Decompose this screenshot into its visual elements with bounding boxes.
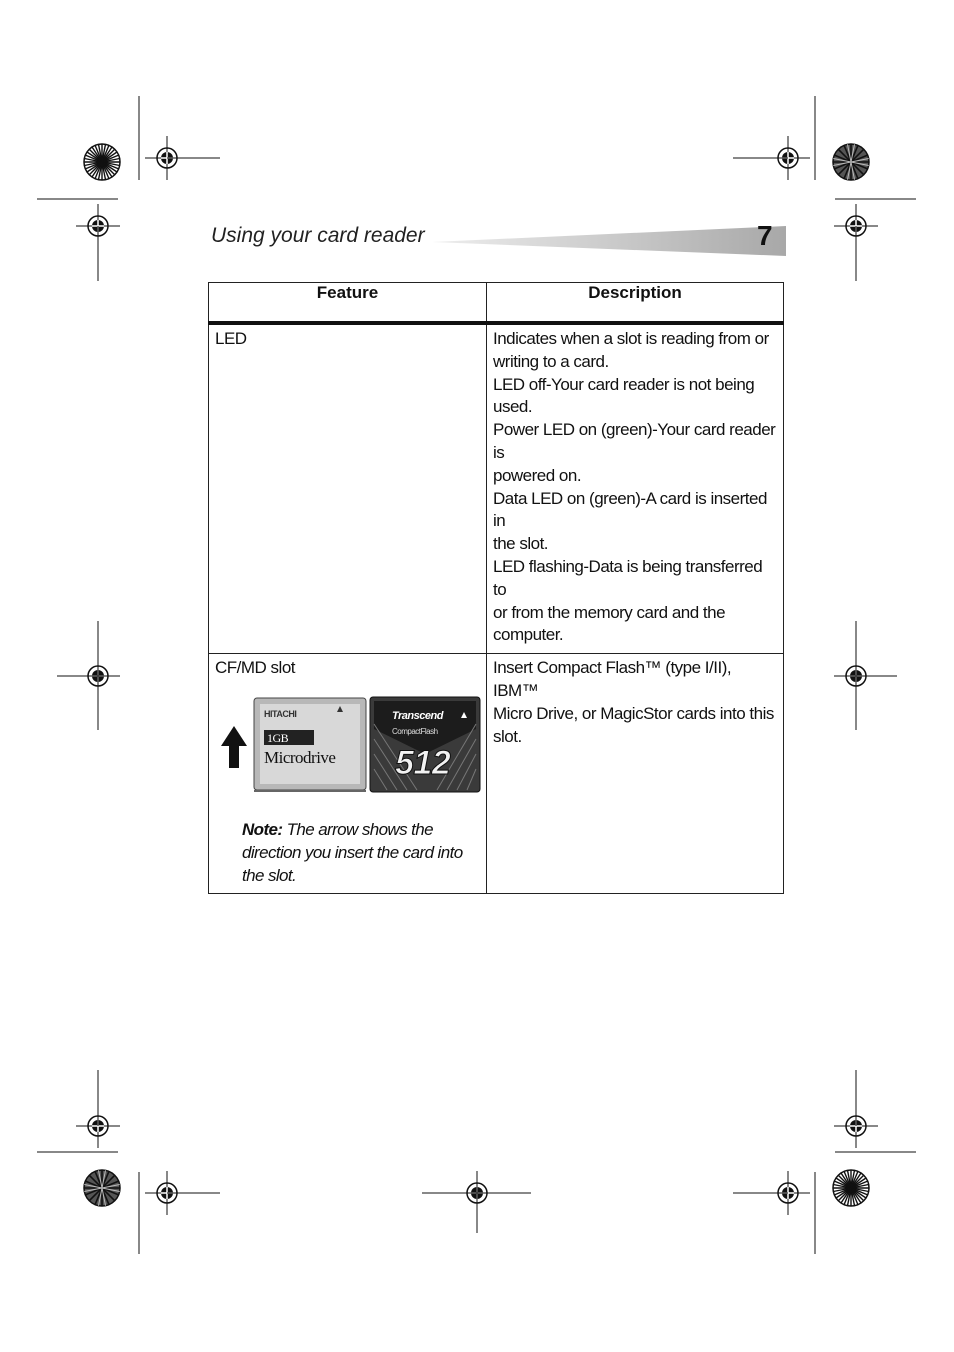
description-line: Data LED on (green)-A card is inserted in xyxy=(493,488,767,531)
feature-cell xyxy=(209,654,487,894)
description-line: writing to a card. xyxy=(493,351,609,371)
table-row xyxy=(209,323,784,654)
note-label: Note: xyxy=(242,819,283,839)
feature-table xyxy=(208,282,784,894)
section-title: Using your card reader xyxy=(211,224,425,247)
description-line: LED flashing-Data is being transferred to xyxy=(493,556,763,599)
compactflash-card-image xyxy=(370,697,480,792)
feature-cell: LED xyxy=(209,323,487,654)
description-line: LED off-Your card reader is not being xyxy=(493,374,755,394)
card2-brand: Transcend xyxy=(392,709,443,722)
page-number: 7 xyxy=(757,220,773,251)
column-header-feature: Feature xyxy=(209,283,487,324)
description-line: powered on. xyxy=(493,465,582,485)
description-line: Insert Compact Flash™ (type I/II), IBM™ xyxy=(493,658,732,700)
header-wedge-bar xyxy=(432,226,786,256)
description-line: used. xyxy=(493,397,533,417)
description-line: Indicates when a slot is reading from or xyxy=(493,329,769,348)
note-text: direction you insert the card into xyxy=(242,842,463,862)
note-text: the slot. xyxy=(242,865,297,885)
card1-brand: HITACHI xyxy=(264,708,297,719)
description-line: Micro Drive, or MagicStor cards into this xyxy=(493,703,774,723)
table-row xyxy=(209,654,784,894)
description-line: computer. xyxy=(493,625,564,645)
card1-capacity: 1GB xyxy=(267,730,289,745)
description-line: or from the memory card and the xyxy=(493,602,726,622)
card-illustration xyxy=(215,686,480,831)
card2-capacity: 512 xyxy=(395,743,451,782)
feature-label: CF/MD slot xyxy=(215,658,295,678)
description-cell xyxy=(487,323,784,654)
card-figure-svg xyxy=(212,694,482,804)
description-line: slot. xyxy=(493,726,522,746)
up-arrow-icon xyxy=(221,726,247,768)
microdrive-card-image xyxy=(254,698,366,792)
column-header-description: Description xyxy=(487,283,784,324)
note-text: The arrow shows the xyxy=(286,819,433,839)
card1-name: Microdrive xyxy=(264,747,336,767)
table-header-row xyxy=(209,283,784,324)
description-line: Power LED on (green)-Your card reader is xyxy=(493,420,776,462)
description-cell xyxy=(487,654,784,894)
card2-name: CompactFlash xyxy=(392,726,438,736)
description-line: the slot. xyxy=(493,534,549,554)
